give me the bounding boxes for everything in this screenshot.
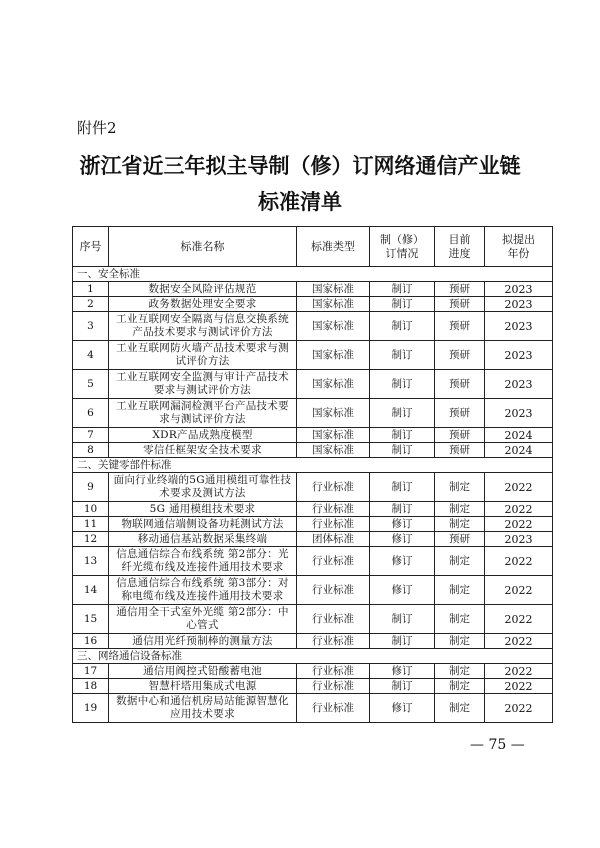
- cell-name: 物联网通信端侧设备功耗测试方法: [109, 517, 297, 532]
- table-row: [73, 312, 553, 341]
- cell-name: XDR产品成熟度模型: [109, 428, 297, 443]
- cell-year: 2022: [485, 605, 553, 634]
- cell-revise: 修订: [370, 664, 435, 679]
- cell-no: 16: [73, 634, 109, 649]
- header-no: 序号: [73, 227, 109, 267]
- cell-progress: 制定: [435, 547, 485, 576]
- cell-progress: 预研: [435, 443, 485, 458]
- table-row: [73, 576, 553, 605]
- cell-revise: 制订: [370, 282, 435, 297]
- table-row: [73, 428, 553, 443]
- cell-name: 工业互联网漏洞检测平台产品技术要求与测试评价方法: [109, 399, 297, 428]
- category-row: [73, 458, 553, 473]
- cell-year: 2023: [485, 297, 553, 312]
- cell-no: 13: [73, 547, 109, 576]
- table-row: [73, 370, 553, 399]
- cell-progress: 制定: [435, 502, 485, 517]
- cell-revise: 制订: [370, 443, 435, 458]
- cell-no: 6: [73, 399, 109, 428]
- header-progress-line2: 进度: [448, 246, 471, 260]
- header-progress-line1: 目前: [448, 232, 471, 246]
- cell-no: 18: [73, 679, 109, 694]
- header-revise: [370, 227, 435, 267]
- category-label: 三、网络通信设备标准: [73, 649, 553, 664]
- cell-type: 国家标准: [297, 282, 370, 297]
- cell-year: 2022: [485, 634, 553, 649]
- cell-name: 移动通信基站数据采集终端: [109, 532, 297, 547]
- cell-year: 2022: [485, 664, 553, 679]
- cell-progress: 预研: [435, 282, 485, 297]
- cell-type: 国家标准: [297, 428, 370, 443]
- cell-name: 信息通信综合布线系统 第3部分：对称电缆布线及连接件通用技术要求: [109, 576, 297, 605]
- cell-name: 信息通信综合布线系统 第2部分：光纤光缆布线及连接件通用技术要求: [109, 547, 297, 576]
- table-row: [73, 605, 553, 634]
- cell-no: 17: [73, 664, 109, 679]
- cell-type: 国家标准: [297, 341, 370, 370]
- table-row: [73, 282, 553, 297]
- cell-revise: 制订: [370, 370, 435, 399]
- cell-type: 国家标准: [297, 297, 370, 312]
- cell-type: 行业标准: [297, 634, 370, 649]
- standards-table: [72, 226, 553, 723]
- cell-name: 5G 通用模组技术要求: [109, 502, 297, 517]
- cell-name: 通信用光纤预制棒的测量方法: [109, 634, 297, 649]
- cell-name: 工业互联网安全隔离与信息交换系统产品技术要求与测试评价方法: [109, 312, 297, 341]
- cell-revise: 制订: [370, 605, 435, 634]
- cell-year: 2022: [485, 694, 553, 723]
- cell-progress: 预研: [435, 312, 485, 341]
- cell-revise: 制订: [370, 634, 435, 649]
- cell-year: 2023: [485, 282, 553, 297]
- cell-year: 2022: [485, 679, 553, 694]
- cell-type: 行业标准: [297, 694, 370, 723]
- cell-year: 2023: [485, 370, 553, 399]
- cell-no: 9: [73, 473, 109, 502]
- cell-no: 8: [73, 443, 109, 458]
- cell-progress: 预研: [435, 532, 485, 547]
- cell-type: 行业标准: [297, 576, 370, 605]
- cell-name: 面向行业终端的5G通用模组可靠性技术要求及测试方法: [109, 473, 297, 502]
- cell-progress: 制定: [435, 517, 485, 532]
- cell-no: 1: [73, 282, 109, 297]
- cell-type: 国家标准: [297, 399, 370, 428]
- cell-revise: 修订: [370, 547, 435, 576]
- page-number: — 75 —: [470, 737, 525, 753]
- title-line-1: 浙江省近三年拟主导制（修）订网络通信产业链: [79, 153, 521, 178]
- attachment-label: 附件2: [77, 119, 117, 137]
- cell-year: 2023: [485, 312, 553, 341]
- cell-progress: 制定: [435, 634, 485, 649]
- category-row: [73, 649, 553, 664]
- table-row: [73, 634, 553, 649]
- category-label: 二、关键零部件标准: [73, 458, 553, 473]
- cell-name: 通信用阀控式铅酸蓄电池: [109, 664, 297, 679]
- cell-name: 工业互联网安全监测与审计产品技术要求与测试评价方法: [109, 370, 297, 399]
- document-title: [60, 148, 540, 220]
- cell-progress: 制定: [435, 664, 485, 679]
- table-row: [73, 341, 553, 370]
- cell-no: 14: [73, 576, 109, 605]
- cell-type: 行业标准: [297, 605, 370, 634]
- cell-name: 工业互联网防火墙产品技术要求与测试评价方法: [109, 341, 297, 370]
- cell-year: 2023: [485, 399, 553, 428]
- cell-name: 数据中心和通信机房局站能源智慧化应用技术要求: [109, 694, 297, 723]
- title-line-2: 标准清单: [258, 189, 342, 214]
- table-row: [73, 532, 553, 547]
- cell-type: 行业标准: [297, 502, 370, 517]
- cell-type: 国家标准: [297, 312, 370, 341]
- table-row: [73, 547, 553, 576]
- cell-revise: 制订: [370, 473, 435, 502]
- cell-type: 国家标准: [297, 370, 370, 399]
- table-row: [73, 694, 553, 723]
- cell-progress: 预研: [435, 297, 485, 312]
- cell-year: 2024: [485, 443, 553, 458]
- cell-name: 智慧杆塔用集成式电源: [109, 679, 297, 694]
- cell-revise: 修订: [370, 517, 435, 532]
- cell-progress: 预研: [435, 428, 485, 443]
- cell-revise: 制订: [370, 312, 435, 341]
- cell-no: 11: [73, 517, 109, 532]
- header-progress: [435, 227, 485, 267]
- cell-no: 10: [73, 502, 109, 517]
- cell-type: 行业标准: [297, 517, 370, 532]
- cell-progress: 预研: [435, 399, 485, 428]
- table-row: [73, 399, 553, 428]
- table-body: [73, 267, 553, 723]
- cell-progress: 制定: [435, 576, 485, 605]
- header-year-line2: 年份: [507, 246, 530, 260]
- header-revise-line2: 订情况: [385, 246, 419, 260]
- cell-progress: 制定: [435, 679, 485, 694]
- cell-progress: 制定: [435, 605, 485, 634]
- cell-no: 15: [73, 605, 109, 634]
- category-label: 一、安全标准: [73, 267, 553, 282]
- cell-year: 2022: [485, 502, 553, 517]
- table-row: [73, 664, 553, 679]
- cell-revise: 修订: [370, 532, 435, 547]
- cell-year: 2024: [485, 428, 553, 443]
- table-row: [73, 297, 553, 312]
- cell-type: 国家标准: [297, 443, 370, 458]
- table-row: [73, 517, 553, 532]
- cell-year: 2022: [485, 547, 553, 576]
- cell-no: 3: [73, 312, 109, 341]
- header-name: 标准名称: [109, 227, 297, 267]
- cell-progress: 制定: [435, 694, 485, 723]
- cell-type: 行业标准: [297, 473, 370, 502]
- header-year: [485, 227, 553, 267]
- cell-revise: 制订: [370, 399, 435, 428]
- cell-name: 政务数据处理安全要求: [109, 297, 297, 312]
- table-row: [73, 443, 553, 458]
- cell-type: 行业标准: [297, 664, 370, 679]
- cell-no: 4: [73, 341, 109, 370]
- header-type: 标准类型: [297, 227, 370, 267]
- table-row: [73, 679, 553, 694]
- cell-no: 7: [73, 428, 109, 443]
- cell-revise: 修订: [370, 694, 435, 723]
- cell-no: 5: [73, 370, 109, 399]
- cell-revise: 制订: [370, 428, 435, 443]
- cell-revise: 修订: [370, 576, 435, 605]
- cell-revise: 制订: [370, 341, 435, 370]
- cell-revise: 制订: [370, 297, 435, 312]
- cell-progress: 预研: [435, 341, 485, 370]
- table-header-row: [73, 227, 553, 267]
- cell-year: 2022: [485, 473, 553, 502]
- header-revise-line1: 制（修）: [380, 232, 424, 246]
- cell-type: 行业标准: [297, 547, 370, 576]
- cell-name: 零信任框架安全技术要求: [109, 443, 297, 458]
- cell-revise: 制订: [370, 679, 435, 694]
- cell-type: 团体标准: [297, 532, 370, 547]
- cell-no: 2: [73, 297, 109, 312]
- cell-revise: 制订: [370, 502, 435, 517]
- cell-type: 行业标准: [297, 679, 370, 694]
- cell-progress: 预研: [435, 370, 485, 399]
- cell-year: 2023: [485, 532, 553, 547]
- cell-year: 2022: [485, 576, 553, 605]
- cell-no: 19: [73, 694, 109, 723]
- cell-no: 12: [73, 532, 109, 547]
- category-row: [73, 267, 553, 282]
- cell-year: 2022: [485, 517, 553, 532]
- header-year-line1: 拟提出: [502, 232, 535, 246]
- cell-year: 2023: [485, 341, 553, 370]
- table-row: [73, 502, 553, 517]
- table-row: [73, 473, 553, 502]
- cell-name: 数据安全风险评估规范: [109, 282, 297, 297]
- cell-progress: 制定: [435, 473, 485, 502]
- cell-name: 通信用全干式室外光缆 第2部分：中心管式: [109, 605, 297, 634]
